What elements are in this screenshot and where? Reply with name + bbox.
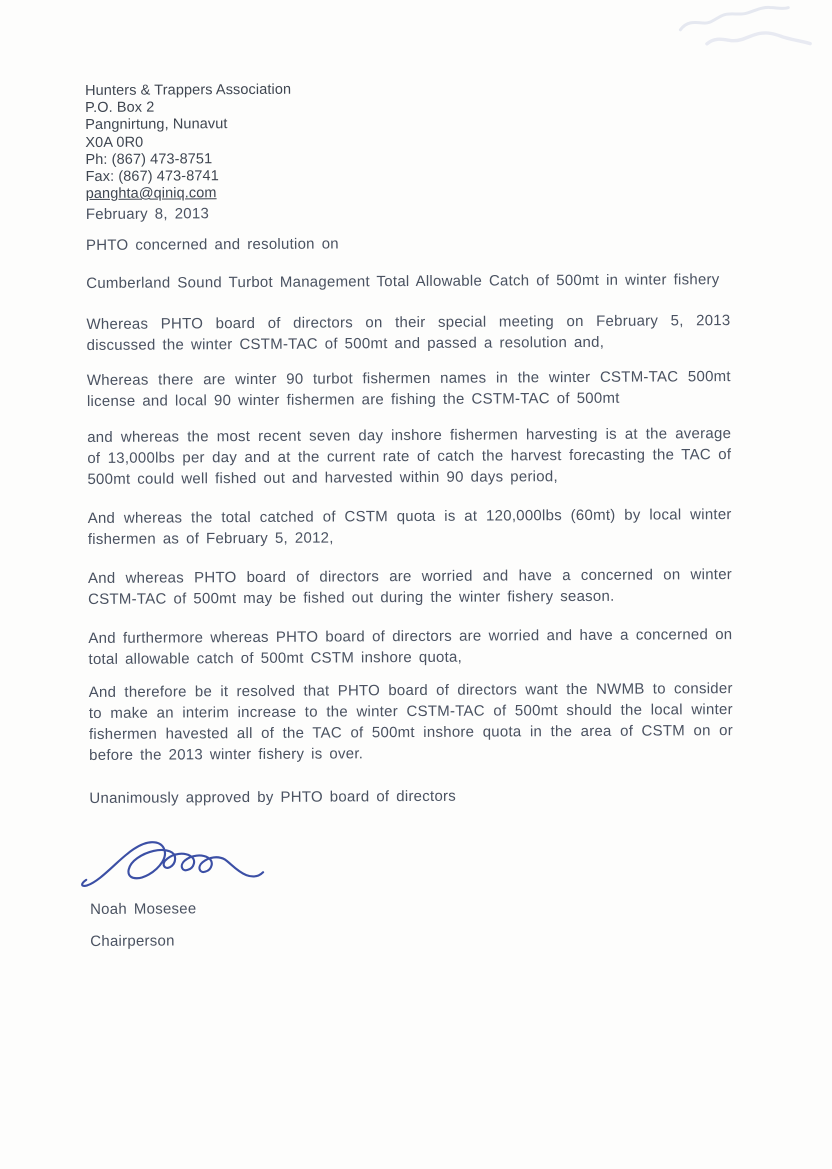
body-paragraph: and whereas the most recent seven day inshore fishermen harvesting is at the average of 13,000lbs per day and at the current rate of catch the harvest forecasting the TAC of 500mt could well fished out and harvested within 90 days period, bbox=[87, 425, 732, 489]
signatory-title: Chairperson bbox=[90, 932, 175, 951]
body-paragraph: And whereas PHTO board of directors are worried and have a concerned on winter CSTM-TAC of 500mt may be fished out during the winter fishery season. bbox=[87, 566, 733, 609]
sender-phone: Ph: (867) 473-8751 bbox=[85, 151, 213, 168]
body-paragraph: Whereas there are winter 90 turbot fishermen names in the winter CSTM-TAC 500mt license and local 90 winter fishermen are fishing the CSTM-TAC of 500mt bbox=[86, 368, 731, 411]
sender-po-box: P.O. Box 2 bbox=[85, 99, 155, 117]
closing-statement: Unanimously approved by PHTO board of directors bbox=[89, 788, 457, 808]
letter-date: February 8, 2013 bbox=[85, 205, 210, 224]
sender-fax: Fax: (867) 473-8741 bbox=[85, 168, 219, 186]
sender-organization: Hunters & Trappers Association bbox=[85, 81, 292, 99]
letter-content bbox=[85, 79, 734, 952]
sender-block bbox=[85, 79, 730, 203]
sender-email: panghta@qiniq.com bbox=[85, 185, 217, 203]
signature-image bbox=[74, 836, 270, 891]
body-paragraph: Whereas PHTO board of directors on their special meeting on February 5, 2013 discussed the winter CSTM-TAC of 500mt and passed a resolution and, bbox=[86, 312, 731, 355]
subject-line-2: Cumberland Sound Turbot Management Total Allowable Catch of 500mt in winter fishery bbox=[86, 271, 720, 293]
sender-city: Pangnirtung, Nunavut bbox=[85, 116, 228, 134]
signatory-name: Noah Mosesee bbox=[89, 900, 197, 919]
body-paragraph: And therefore be it resolved that PHTO board of directors want the NWMB to consider to make an interim increase to the winter CSTM-TAC of 500mt should the local winter fishermen havested all of the TAC of 500mt inshore quota in the area of CSTM on or before the 2013 winter fishery is over. bbox=[88, 680, 734, 765]
body-paragraph: And whereas the total catched of CSTM quota is at 120,000lbs (60mt) by local winter fishermen as of February 5, 2012, bbox=[87, 506, 732, 549]
subject-line-1: PHTO concerned and resolution on bbox=[85, 235, 339, 255]
faint-handwriting-annotation bbox=[672, 0, 832, 78]
body-paragraph: And furthermore whereas PHTO board of directors are worried and have a concerned on total allowable catch of 500mt CSTM inshore quota, bbox=[88, 626, 733, 669]
sender-postal-code: X0A 0R0 bbox=[85, 134, 144, 151]
